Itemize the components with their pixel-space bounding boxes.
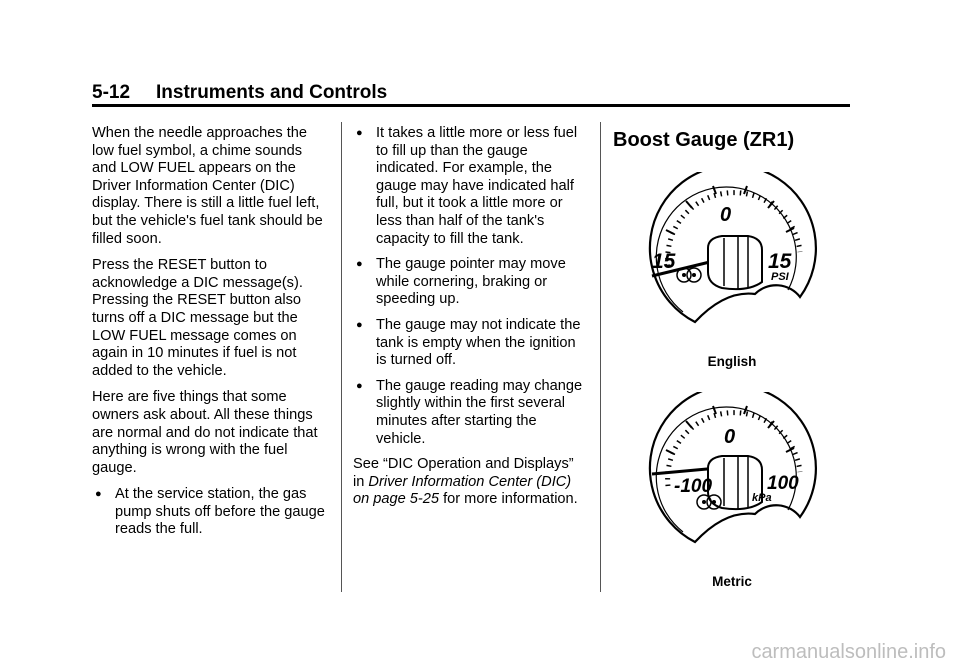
list-item-text: The gauge reading may change slightly within the first several minutes after starting the vehicle. — [376, 377, 583, 447]
see-also-suffix: for more information. — [439, 491, 578, 508]
list-item — [353, 378, 585, 448]
page-number: 5-12 — [92, 82, 131, 103]
gauge-unit-label: PSI — [771, 271, 789, 283]
column-divider — [600, 122, 601, 592]
list-item-text: At the service station, the gas pump shuts off before the gauge reads the full. — [115, 486, 325, 538]
bullet-icon: ● — [95, 488, 102, 501]
list-item — [353, 256, 585, 309]
bullet-icon: ● — [356, 258, 363, 271]
gauge-right-label: 15 — [768, 250, 792, 273]
page-header — [92, 82, 387, 104]
gauge-zero-label: 0 — [724, 426, 736, 448]
list-item — [92, 486, 330, 539]
boost-gauge-english — [640, 172, 820, 327]
caption-english: English — [707, 354, 757, 369]
bullet-icon: ● — [356, 318, 363, 331]
header-rule — [92, 104, 850, 107]
section-title: Instruments and Controls — [156, 82, 388, 103]
paragraph-reset: Press the RESET button to acknowledge a DIC message(s). Pressing the RESET button also turns off a DIC message but the LOW FUEL message comes on again in 10 minutes if fuel is not added to the vehicle. — [92, 257, 303, 379]
list-item-text: The gauge pointer may move while cornering, braking or speeding up. — [376, 256, 566, 308]
cross-reference-link[interactable]: Driver Information Center (DIC) on page 5-25 — [353, 473, 572, 508]
list-item — [353, 125, 585, 248]
gauge-left-label: 15 — [652, 250, 676, 273]
gauge-zero-label: 0 — [720, 204, 732, 226]
column-left — [92, 125, 330, 547]
bullet-icon: ● — [356, 127, 363, 139]
list-item-text: It takes a little more or less fuel to fill up than the gauge indicated. For example, the gauge may have indicated half full, but it took a little more or less than half of the tank's capacity to fill the tank. — [376, 125, 578, 247]
column-middle — [353, 125, 585, 518]
list-item — [353, 317, 585, 370]
gauge-right-label: 100 — [767, 473, 799, 494]
paragraph-five-things: Here are five things that some owners ask about. All these things are normal and do not indicate that anything is wrong with the fuel gauge. — [92, 389, 318, 476]
boost-gauge-metric — [640, 392, 820, 547]
see-also-prefix: See “DIC Operation and Displays” in — [353, 456, 574, 490]
see-also-paragraph — [353, 456, 585, 509]
gauge-left-label: -100 — [674, 476, 713, 497]
paragraph-low-fuel: When the needle approaches the low fuel symbol, a chime sounds and LOW FUEL appears on the Driver Information Center (DIC) display. There is still a little fuel left, but the vehicle's fuel tank should be filled soon. — [92, 125, 323, 247]
watermark: carmanualsonline.info — [751, 641, 946, 663]
bullet-icon: ● — [356, 379, 363, 392]
section-heading: Boost Gauge (ZR1) — [613, 129, 795, 151]
caption-metric: Metric — [712, 574, 752, 589]
gauge-unit-label: kPa — [752, 492, 772, 504]
column-divider — [341, 122, 342, 592]
list-item-text: The gauge may not indicate the tank is empty when the ignition is turned off. — [376, 316, 581, 369]
